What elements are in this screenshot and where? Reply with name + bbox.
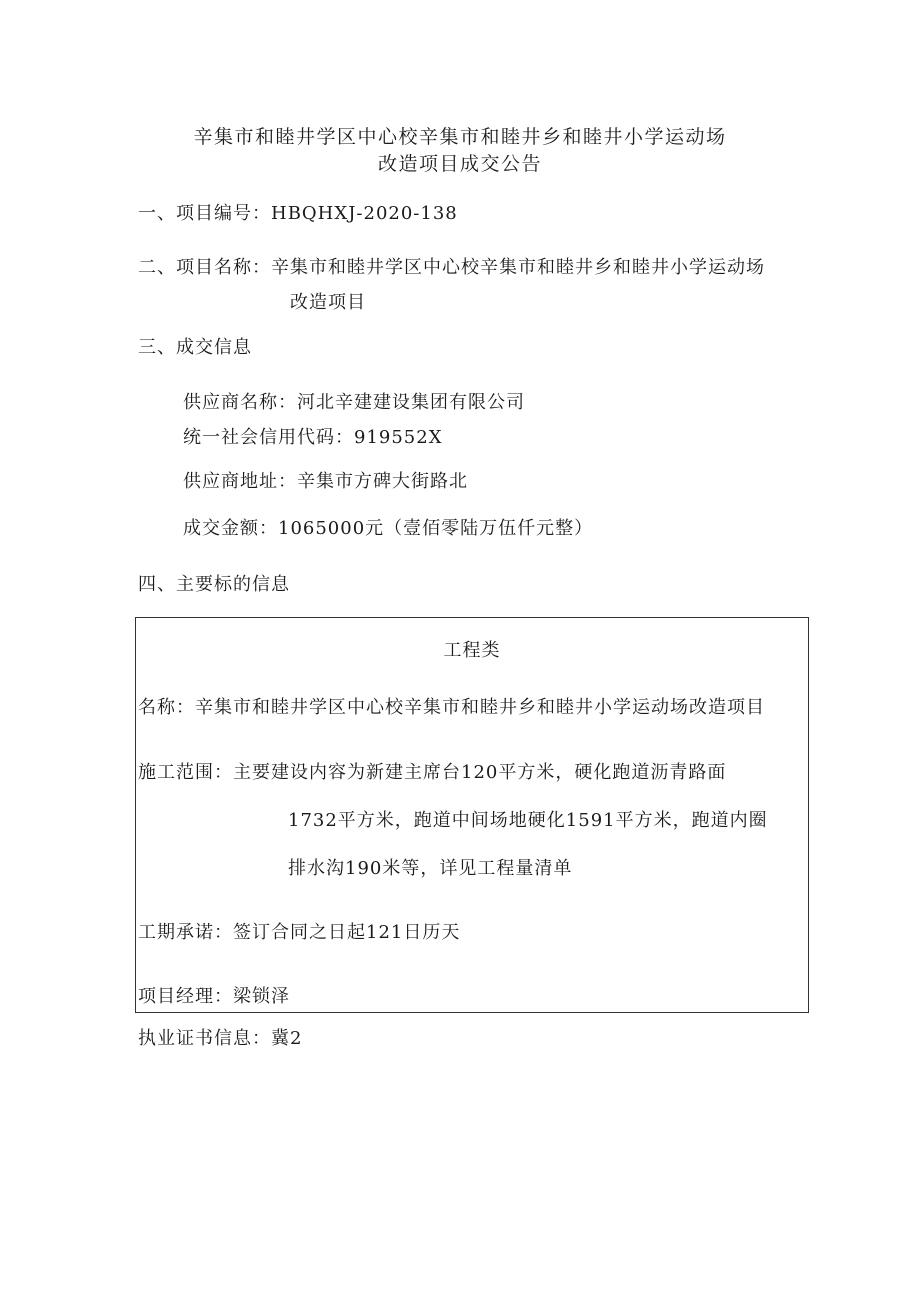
category-header: 工程类 (443, 640, 501, 661)
construction-scope-line-2: 1732平方米，跑道中间场地硬化1591平方米，跑道内圈 (288, 810, 768, 831)
project-name: 二、项目名称：辛集市和睦井学区中心校辛集市和睦井乡和睦井小学运动场 (138, 257, 765, 278)
section-main-subject-heading: 四、主要标的信息 (138, 574, 290, 595)
construction-scope-line-3: 排水沟190米等，详见工程量清单 (288, 858, 573, 879)
subject-name: 名称：辛集市和睦井学区中心校辛集市和睦井乡和睦井小学运动场改造项目 (138, 697, 765, 718)
credit-code: 统一社会信用代码：919552X (183, 427, 443, 448)
section-deal-info-heading: 三、成交信息 (138, 337, 252, 358)
supplier-name: 供应商名称：河北辛建建设集团有限公司 (183, 392, 525, 413)
construction-duration: 工期承诺：签订合同之日起121日历天 (138, 922, 461, 943)
license-info: 执业证书信息：冀2 (138, 1028, 303, 1049)
page-title-line-2: 改造项目成交公告 (377, 153, 542, 175)
page-title-line-1: 辛集市和睦井学区中心校辛集市和睦井乡和睦井小学运动场 (193, 126, 727, 148)
project-manager: 项目经理：梁锁泽 (138, 986, 290, 1007)
deal-amount: 成交金额：1065000元（壹佰零陆万伍仟元整） (183, 518, 594, 539)
supplier-address: 供应商地址：辛集市方碑大街路北 (183, 471, 468, 492)
project-number: 一、项目编号：HBQHXJ-2020-138 (138, 203, 458, 224)
construction-scope-line-1: 施工范围：主要建设内容为新建主席台120平方米，硬化跑道沥青路面 (138, 762, 727, 783)
project-name-continuation: 改造项目 (290, 292, 366, 313)
